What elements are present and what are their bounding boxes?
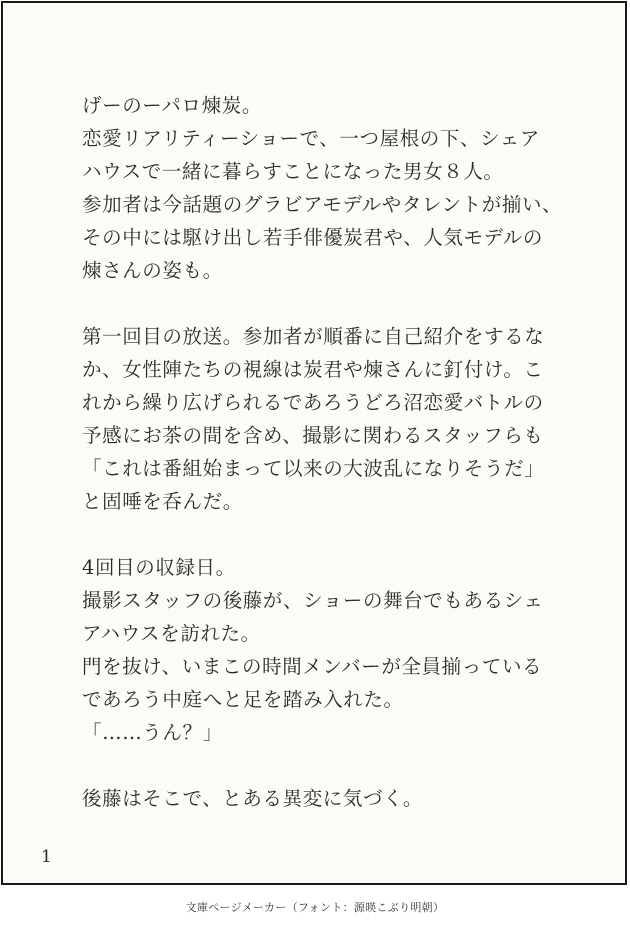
- text-line: アハウスを訪れた。: [82, 622, 261, 645]
- blank-line: [82, 749, 572, 782]
- footer-credit: 文庫ページメーカー（フォント：源暎こぶり明朝）: [185, 901, 445, 914]
- text-line: 後藤はそこで、とある異変に気づく。: [82, 787, 423, 810]
- text-line: か、女性陣たちの視線は炭君や煉さんに釘付け。こ: [82, 358, 544, 381]
- book-page: [1, 1, 627, 885]
- blank-line: [82, 518, 572, 551]
- page-number: 1: [41, 847, 52, 867]
- text-line: 4回目の収録日。: [82, 556, 236, 579]
- text-line: れから繰り広げられるであろうどろ沼恋愛バトルの: [82, 391, 544, 414]
- body-text: [82, 89, 572, 815]
- text-line: 門を抜け、いまこの時間メンバーが全員揃っている: [82, 655, 543, 678]
- text-line: 撮影スタッフの後藤が、ショーの舞台でもあるシェ: [82, 589, 544, 612]
- text-line: であろう中庭へと足を踏み入れた。: [82, 688, 404, 711]
- text-line: げーのーパロ煉炭。: [82, 94, 262, 117]
- text-line: 第一回目の放送。参加者が順番に自己紹介をするな: [82, 325, 545, 348]
- text-line: 恋愛リアリティーショーで、一つ屋根の下、シェア: [82, 127, 541, 150]
- text-line: 「これは番組始まって以来の大波乱になりそうだ」: [82, 457, 545, 480]
- text-line: 予感にお茶の間を含め、撮影に関わるスタッフらも: [82, 424, 544, 447]
- text-line: 煉さんの姿も。: [82, 259, 223, 282]
- text-line: 「……うん？」: [82, 721, 223, 744]
- blank-line: [82, 287, 572, 320]
- text-line: ハウスで一緒に暮らすことになった男女８人。: [82, 160, 504, 183]
- text-line: その中には駆け出し若手俳優炭君や、人気モデルの: [82, 226, 543, 249]
- text-line: と固唾を呑んだ。: [82, 490, 243, 513]
- text-line: 参加者は今話題のグラビアモデルやタレントが揃い、: [82, 193, 563, 216]
